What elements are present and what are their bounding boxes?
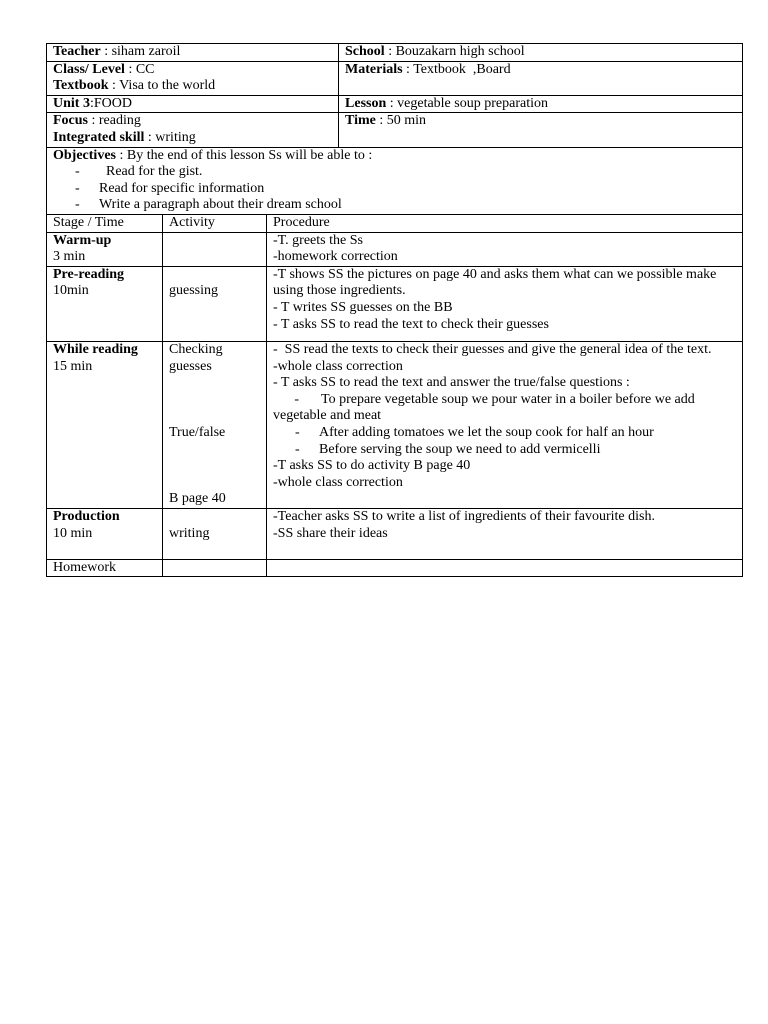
teacher-value: siham zaroil [111,44,181,59]
warmup-procedure: -T. greets the Ss -homework correction [267,232,743,266]
materials-label: Materials [345,61,403,77]
whilereading-activity: Checking guesses True/false B page 40 [163,342,267,509]
materials-cell: Materials : Textbook ,Board [339,61,743,95]
production-activity: writing [163,509,267,560]
whilereading-stage: While reading 15 min [47,342,163,509]
objectives-intro: By the end of this lesson Ss will be able to : [126,147,373,163]
homework-procedure [267,559,743,577]
prereading-row [47,266,743,341]
class-label: Class/ Level [53,61,125,77]
unit-lesson-row [47,95,743,113]
time-value: 50 min [386,113,427,129]
school-value: Bouzakarn high school [395,44,525,59]
skill-label: Integrated skill [53,129,145,145]
warmup-stage: Warm-up 3 min [47,232,163,266]
warmup-row [47,232,743,266]
warmup-activity [163,232,267,266]
teacher-school-row [47,44,743,62]
col-stage-time: Stage / Time [47,214,163,232]
school-label: School [345,44,385,59]
production-stage: Production 10 min [47,509,163,560]
production-row [47,509,743,560]
column-header-row [47,214,743,232]
objectives-cell: Objectives : By the end of this lesson Ss will be able to : - Read for the gist. - Read for specific information - Write a paragraph about their dream school [47,147,743,214]
tf-question: - After adding tomatoes we let the soup cook for half an hour [295,425,654,441]
homework-row [47,559,743,577]
whilereading-row [47,342,743,509]
materials-value: Textbook ,Board [413,61,511,77]
focus-value: reading [98,113,141,129]
prereading-stage: Pre-reading 10min [47,266,163,341]
tf-question: - Before serving the soup we need to add vermicelli [295,441,601,457]
homework-stage: Homework [47,559,163,577]
objectives-row [47,147,743,214]
focus-skill-cell: Focus : reading Integrated skill : writing [47,113,339,147]
lesson-plan-table [46,43,743,577]
prereading-procedure: -T shows SS the pictures on page 40 and asks them what can we possible make using those ingredients. - T writes SS guesses on the BB - T asks SS to read the text to check their guesses [267,266,743,341]
teacher-cell: Teacher : siham zaroil [47,44,339,62]
lesson-value: vegetable soup preparation [397,95,548,111]
time-cell: Time : 50 min [339,113,743,147]
col-activity: Activity [163,214,267,232]
teacher-label: Teacher [53,44,101,59]
focus-time-row [47,113,743,147]
production-procedure: -Teacher asks SS to write a list of ingredients of their favourite dish. -SS share their ideas [267,509,743,560]
unit-value: FOOD [93,95,132,111]
class-materials-row [47,61,743,95]
tf-question: - To prepare vegetable soup we pour water in a boiler before we add vegetable and meat [273,391,695,424]
whilereading-procedure: - SS read the texts to check their guesses and give the general idea of the text. -whole class correction - T asks SS to read the text and answer the true/false questions : - To prepare vegetable soup we pour water in a boiler before we add vegetable and meat - After adding tomatoes we let the soup cook for half an hour - Before serving the soup we need to add vermicelli -T asks SS to do activity B page 40 -whole class correction [267,342,743,509]
school-cell: School : Bouzakarn high school [339,44,743,62]
class-value: CC [135,61,155,77]
skill-value: writing [155,129,196,145]
class-textbook-cell: Class/ Level : CC Textbook : Visa to the world [47,61,339,95]
objective-item: - Read for specific information [75,180,265,196]
lesson-cell: Lesson : vegetable soup preparation [339,95,743,113]
textbook-value: Visa to the world [119,78,216,94]
time-label: Time [345,113,376,129]
objective-item: - Write a paragraph about their dream school [75,197,342,213]
objectives-label: Objectives [53,147,116,163]
unit-cell: Unit 3:FOOD [47,95,339,113]
homework-activity [163,559,267,577]
col-procedure: Procedure [267,214,743,232]
unit-label: Unit 3 [53,95,90,111]
lesson-label: Lesson [345,95,387,111]
textbook-label: Textbook [53,78,109,94]
prereading-activity: guessing [163,266,267,341]
focus-label: Focus [53,113,88,129]
objective-item: - Read for the gist. [75,164,203,180]
